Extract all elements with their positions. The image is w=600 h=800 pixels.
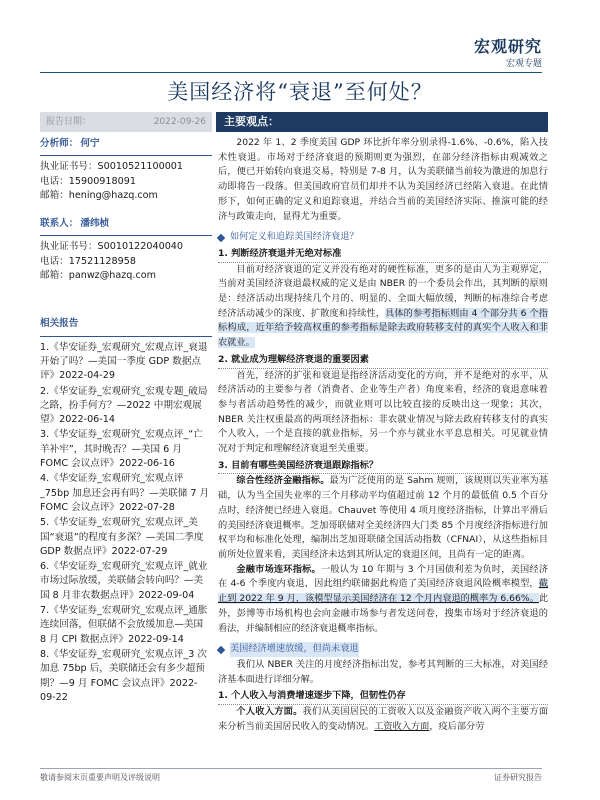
paragraph-recession-definition: 目前对经济衰退的定义并没有绝对的硬性标准，更多的是由人为主观界定，当前对美国经济衰退最权威的定义是由 NBER 的一个委员会作出，其判断的原则是：经济活动出现持续几个月的、明显的、全面大幅放缓，判断的标准综合考虑经济活动减少的深度、扩散度和持续性，具体的参考指标则由 4 个部分共 6 个指标构成，近年给予较高权重的参考指标是除去政府转移支付的真实个人收入和非农就业。: [218, 263, 548, 349]
contact-divider: [40, 235, 212, 236]
analyst-divider: [40, 155, 212, 156]
section-heading-1: 如何定义和追踪美国经济衰退？: [218, 230, 548, 245]
subheading-2: 2. 就业成为理解经济衰退的重要因素: [218, 353, 548, 369]
related-report-item[interactable]: 5.《华安证券_宏观研究_宏观点评_美国“衰退”的程度有多深？—美国二季度 GDP 数据点评》2022-07-29: [40, 517, 204, 557]
report-date-bar: [40, 112, 212, 132]
contact-email[interactable]: 邮箱：panwz@hazq.com: [40, 270, 156, 282]
contact-heading: 联系人： 潘纬桢: [40, 217, 212, 231]
related-report-item[interactable]: 1.《华安证券_宏观研究_宏观点评_衰退开始了吗？—美国一季度 GDP 数据点评》2022-04-29: [40, 341, 208, 382]
intro-paragraph: 2022 年 1、2 季度美国 GDP 环比折年率分别录得-1.6%、-0.6%，陷入技术性衰退。市场对于经济衰退的预期则更为强烈，在部分经济指标由观减效之后，便已开始转向衰退交易，特别是 7-8 月，认为美联储当前较为激进的加息行动即将告一段落。但美国政府官员们却并不认为美国经济已经陷入衰退。在此情形下，如何正确的定义和追踪衰退，并结合当前的美国经济实际、推演可能的经济与政策走向，显得尤为重要。: [218, 137, 548, 222]
analyst-cert: 执业证书号：S0010521100001: [40, 161, 184, 173]
main-points-heading: 主要观点：: [216, 112, 548, 132]
analyst-email[interactable]: 邮箱：hening@hazq.com: [40, 189, 158, 201]
highlighted-text: 截止到 2022 年 9 月，该模型显示美国经济在 12 个月内衰退的概率为 6.66%。: [218, 578, 548, 605]
related-report-item[interactable]: 2.《华安证券_宏观研究_宏观专题_破局之路，扮手何方？—2022 中期宏观展望》2022-06-14: [40, 385, 208, 426]
contact-cert: 执业证书号：S0010122040040: [40, 241, 184, 253]
report-date: 2022-09-26: [153, 116, 206, 127]
footer-label: 证券研究报告: [494, 773, 542, 782]
footer-disclaimer: 敬请参阅末页重要声明及评级说明: [40, 773, 160, 782]
related-reports-title: 相关报告: [40, 318, 79, 330]
related-divider: [40, 336, 212, 337]
report-title: 美国经济将“衰退”至何处？: [167, 80, 433, 104]
highlighted-text: 具体的参考指标则由 4 个部分共 6 个指标构成，近年给予较高权重的参考指标是除去政府转移支付的真实个人收入和非农就业。: [218, 307, 548, 349]
contact-phone: 电话：17521128958: [40, 255, 136, 267]
subheading-4: 1. 个人收入与消费增速逐步下降，但韧性仍存: [218, 689, 548, 705]
paragraph-employment: 首先，经济的扩张和衰退是指经济活动变化的方向，并不是绝对的水平，从经济活动的主要参与者（消费者、企业等生产者）角度来看，经济的衰退意味着参与者活动趋势性的减少，而就业则可以比较直接的反映出这一现象；其次，NBER 关注权重最高的两项经济指标：非农就业情况与除去政府转移支付的真实个人收入，一个是直接的就业指标，另一个亦与就业水平息息相关。可见就业情况对于判定和理解经济衰退至关重要。: [218, 369, 548, 455]
main-content: [218, 112, 548, 734]
footer-rule: [40, 768, 542, 769]
header-rule: [40, 72, 542, 73]
diamond-bullet-icon: [217, 233, 225, 241]
paragraph-income: 个人收入方面。我们从美国居民的工资收入以及金融资产收入两个主要方面来分析当前美国居民收入的变动情况。工资收入方面，疫后部分劳: [218, 706, 549, 732]
report-date-label: 报告日期：: [46, 116, 92, 127]
subheading-1: 1. 判断经济衰退并无绝对标准: [218, 247, 548, 263]
analyst-name: 何宁: [80, 138, 100, 149]
related-report-item[interactable]: 6.《华安证券_宏观研究_宏观点评_就业市场过际放缓，美联储会转向吗？—美国 8 月非农数据点评》2022-09-04: [40, 561, 208, 601]
paragraph-section-2: 我们从 NBER 关注的月度经济指标出发，参考其判断的三大标准，对美国经济基本面进行详细分解。: [218, 658, 548, 685]
diamond-bullet-icon: [217, 645, 225, 653]
sidebar: [40, 112, 212, 705]
subheading-3: 3. 目前有哪些美国经济衰退跟踪指标？: [218, 459, 548, 475]
section-heading-2: 美国经济增速放缓，但尚未衰退: [218, 642, 548, 657]
related-report-item[interactable]: 3.《华安证券_宏观研究_宏观点评_“亡羊补牢”，其时晚否？—美国 6 月 FOMC 会议点评》2022-06-16: [40, 429, 203, 470]
related-report-item[interactable]: 4.《华安证券_宏观研究_宏观点评_75bp 加息还会再有吗？—美联储 7 月 FOMC 会议点评》2022-07-28: [40, 473, 210, 513]
paragraph-indicators-1: 综合性经济金融指标。最为广泛使用的是 Sahm 规则，该规则以失业率为基础，认为当全国失业率的三个月移动平均值超过前 12 个月的最低值 0.5 个百分点时，经济便已经进入衰退。Chauvet 等使用 4 项月度经济指标，计算出平滑后的美国经济衰退概率。芝加哥联储对全美经济四大门类 85 个月度经济指标进行加权平均和标准化处理，编制出芝加哥联储全国活动指数（CFNAI），从这些指标目前所处位置来看，美国经济未达到其所认定的衰退区间，且尚有一定的距离。: [218, 475, 549, 560]
paragraph-indicators-2: 金融市场连环指标。一般认为 10 年期与 3 个月国债利差为负时，美国经济在 4-6 个季度内衰退，因此组约联储据此构造了美国经济衰退风险概率模型，截止到 2022 年 9 月，该模型显示美国经济在 12 个月内衰退的概率为 6.66%。此外，彭博等市场机构也会向金融市场参与者发送问卷，搜集市场对于经济衰退的看法，并编制相应的经济衰退概率指标。: [218, 563, 549, 634]
related-report-item[interactable]: 7.《华安证券_宏观研究_宏观点评_通胀连续回落，但联储不会放缓加息—美国 8 月 CPI 数据点评》2022-09-14: [40, 605, 208, 645]
brand-logo: 宏观研究: [473, 37, 542, 56]
contact-name: 潘纬桢: [80, 218, 110, 230]
analyst-heading: 分析师： 何宁: [40, 137, 212, 151]
analyst-phone: 电话：15900918091: [40, 175, 136, 187]
report-category: 宏观专题: [505, 59, 542, 69]
related-report-item[interactable]: 8.《华安证券_宏观研究_宏观点评_3 次加息 75bp 后，美联储还会有多少超预期？—9 月 FOMC 会议点评》2022-09-22: [40, 648, 208, 703]
